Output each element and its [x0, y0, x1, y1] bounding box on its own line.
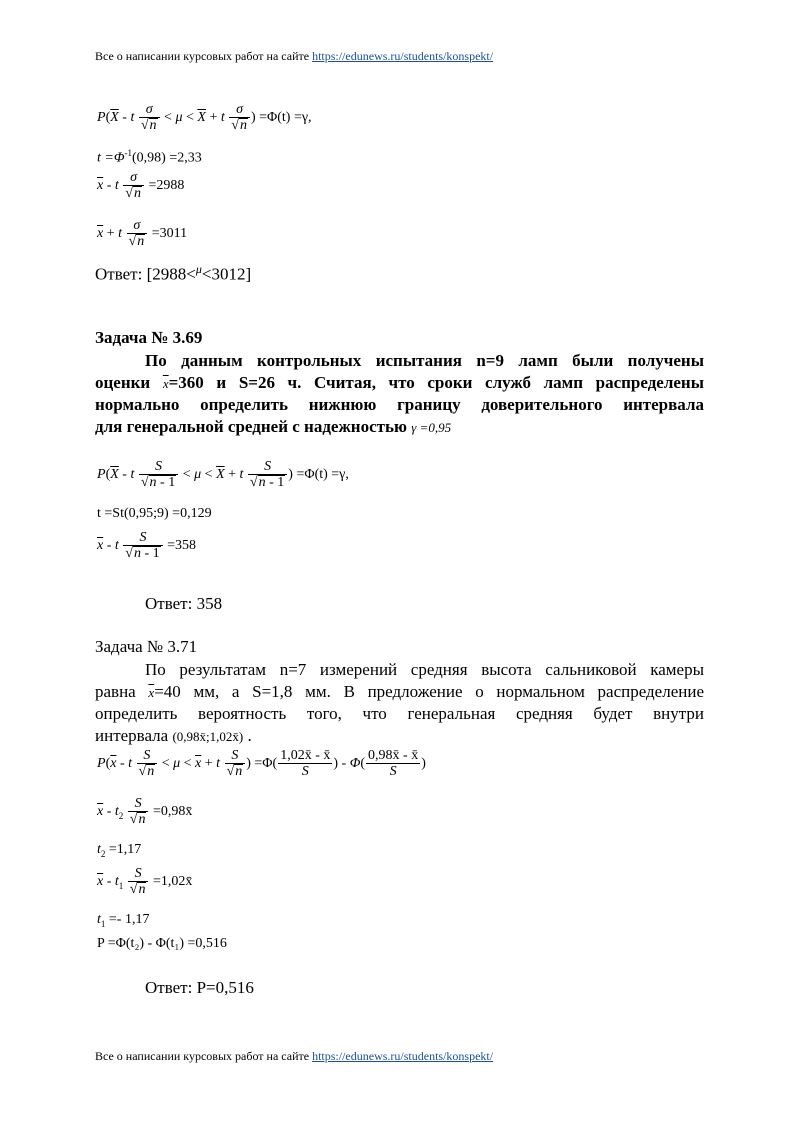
footer-text: Все о написании курсовых работ на сайте [95, 1049, 310, 1063]
task-371-statement: По результатам n=7 измерений средняя высота сальниковой камеры равна $\overline{x}=40$ мм, а S=1,8 мм. В предложение о нормальном распределение определить вероятность того, что генеральная средняя будет внутри интервала (0,98x̄;1,02x̄) . [95, 660, 704, 745]
equation-lower-bound-2: $\overline{x}$ - t $\frac{S}{√n - 1}$ =358 [97, 530, 197, 561]
equation-t-value: $t =\Phi^{-1}(0,98) =2,33$ [97, 148, 202, 166]
equation-t1-value: $t_1 =- 1,17$ [97, 912, 150, 929]
equation-t1: $\overline{x} - t_1$ $\frac{S}{√n}$ =1,02x̄ [97, 866, 193, 897]
equation-t2-value: $t_2 =1,17$ [97, 842, 142, 859]
header-link[interactable]: https://edunews.ru/students/konspekt/ [312, 49, 494, 63]
equation-p-result: P =Φ(t₂) - Φ(t₁) =0,516 [97, 936, 227, 951]
answer-2: Ответ: 358 [145, 594, 223, 613]
equation-confidence-sigma: $P(\overline{X}$ - t $\frac{\sigma}{√n}$ < $\mu < \overline{X} + t$ $\frac{\sigma}{√n}$ ) =Φ(t) =γ, [97, 102, 312, 133]
header-text: Все о написании курсовых работ на сайте [95, 49, 310, 63]
equation-probability: $P(\overline{x}$ - t $\frac{S}{√n}$ < $\mu < \overline{x} + t$ $\frac{S}{√n}$ ) =Φ( $\frac{1,02x̄ - x̄}{S}$ ) - Φ( $\frac{0,98x̄ - x̄}{S}$ ) [97, 748, 426, 779]
equation-student-t: t =St(0,95;9) =0,129 [97, 506, 212, 521]
footer-link[interactable]: https://edunews.ru/students/konspekt/ [312, 1049, 494, 1063]
equation-confidence-s: $P(\overline{X}$ - t $\frac{S}{√n - 1}$ < $\mu < \overline{X} + t$ $\frac{S}{√n - 1}$ ) =Φ(t) =γ, [97, 459, 349, 490]
equation-lower-bound: $\overline{x}$ - t $\frac{\sigma}{√n}$ =2988 [97, 170, 185, 201]
equation-t2: $\overline{x} - t_2$ $\frac{S}{√n}$ =0,98x̄ [97, 796, 193, 827]
page-header [95, 49, 493, 64]
equation-upper-bound: $\overline{x} + t$ $\frac{\sigma}{√n}$ =3011 [97, 218, 188, 249]
task-371-title: Задача № 3.71 [95, 637, 198, 656]
answer-3: Ответ: P=0,516 [145, 978, 254, 997]
page-footer [95, 1049, 493, 1064]
task-369-statement: По данным контрольных испытания n=9 ламп были получены оценки $\overline{x}=360$ и S=26 ч. Считая, что сроки служб ламп распределены нормально определить нижнюю границу доверительного интервала для генеральной средней с надежностью γ =0,95 [95, 351, 704, 436]
task-369-title: Задача № 3.69 [95, 328, 203, 347]
answer-1: Ответ: [2988<$^\mu$<3012] [95, 262, 252, 284]
eq-tail: ) =Φ(t) =γ, [250, 110, 312, 126]
